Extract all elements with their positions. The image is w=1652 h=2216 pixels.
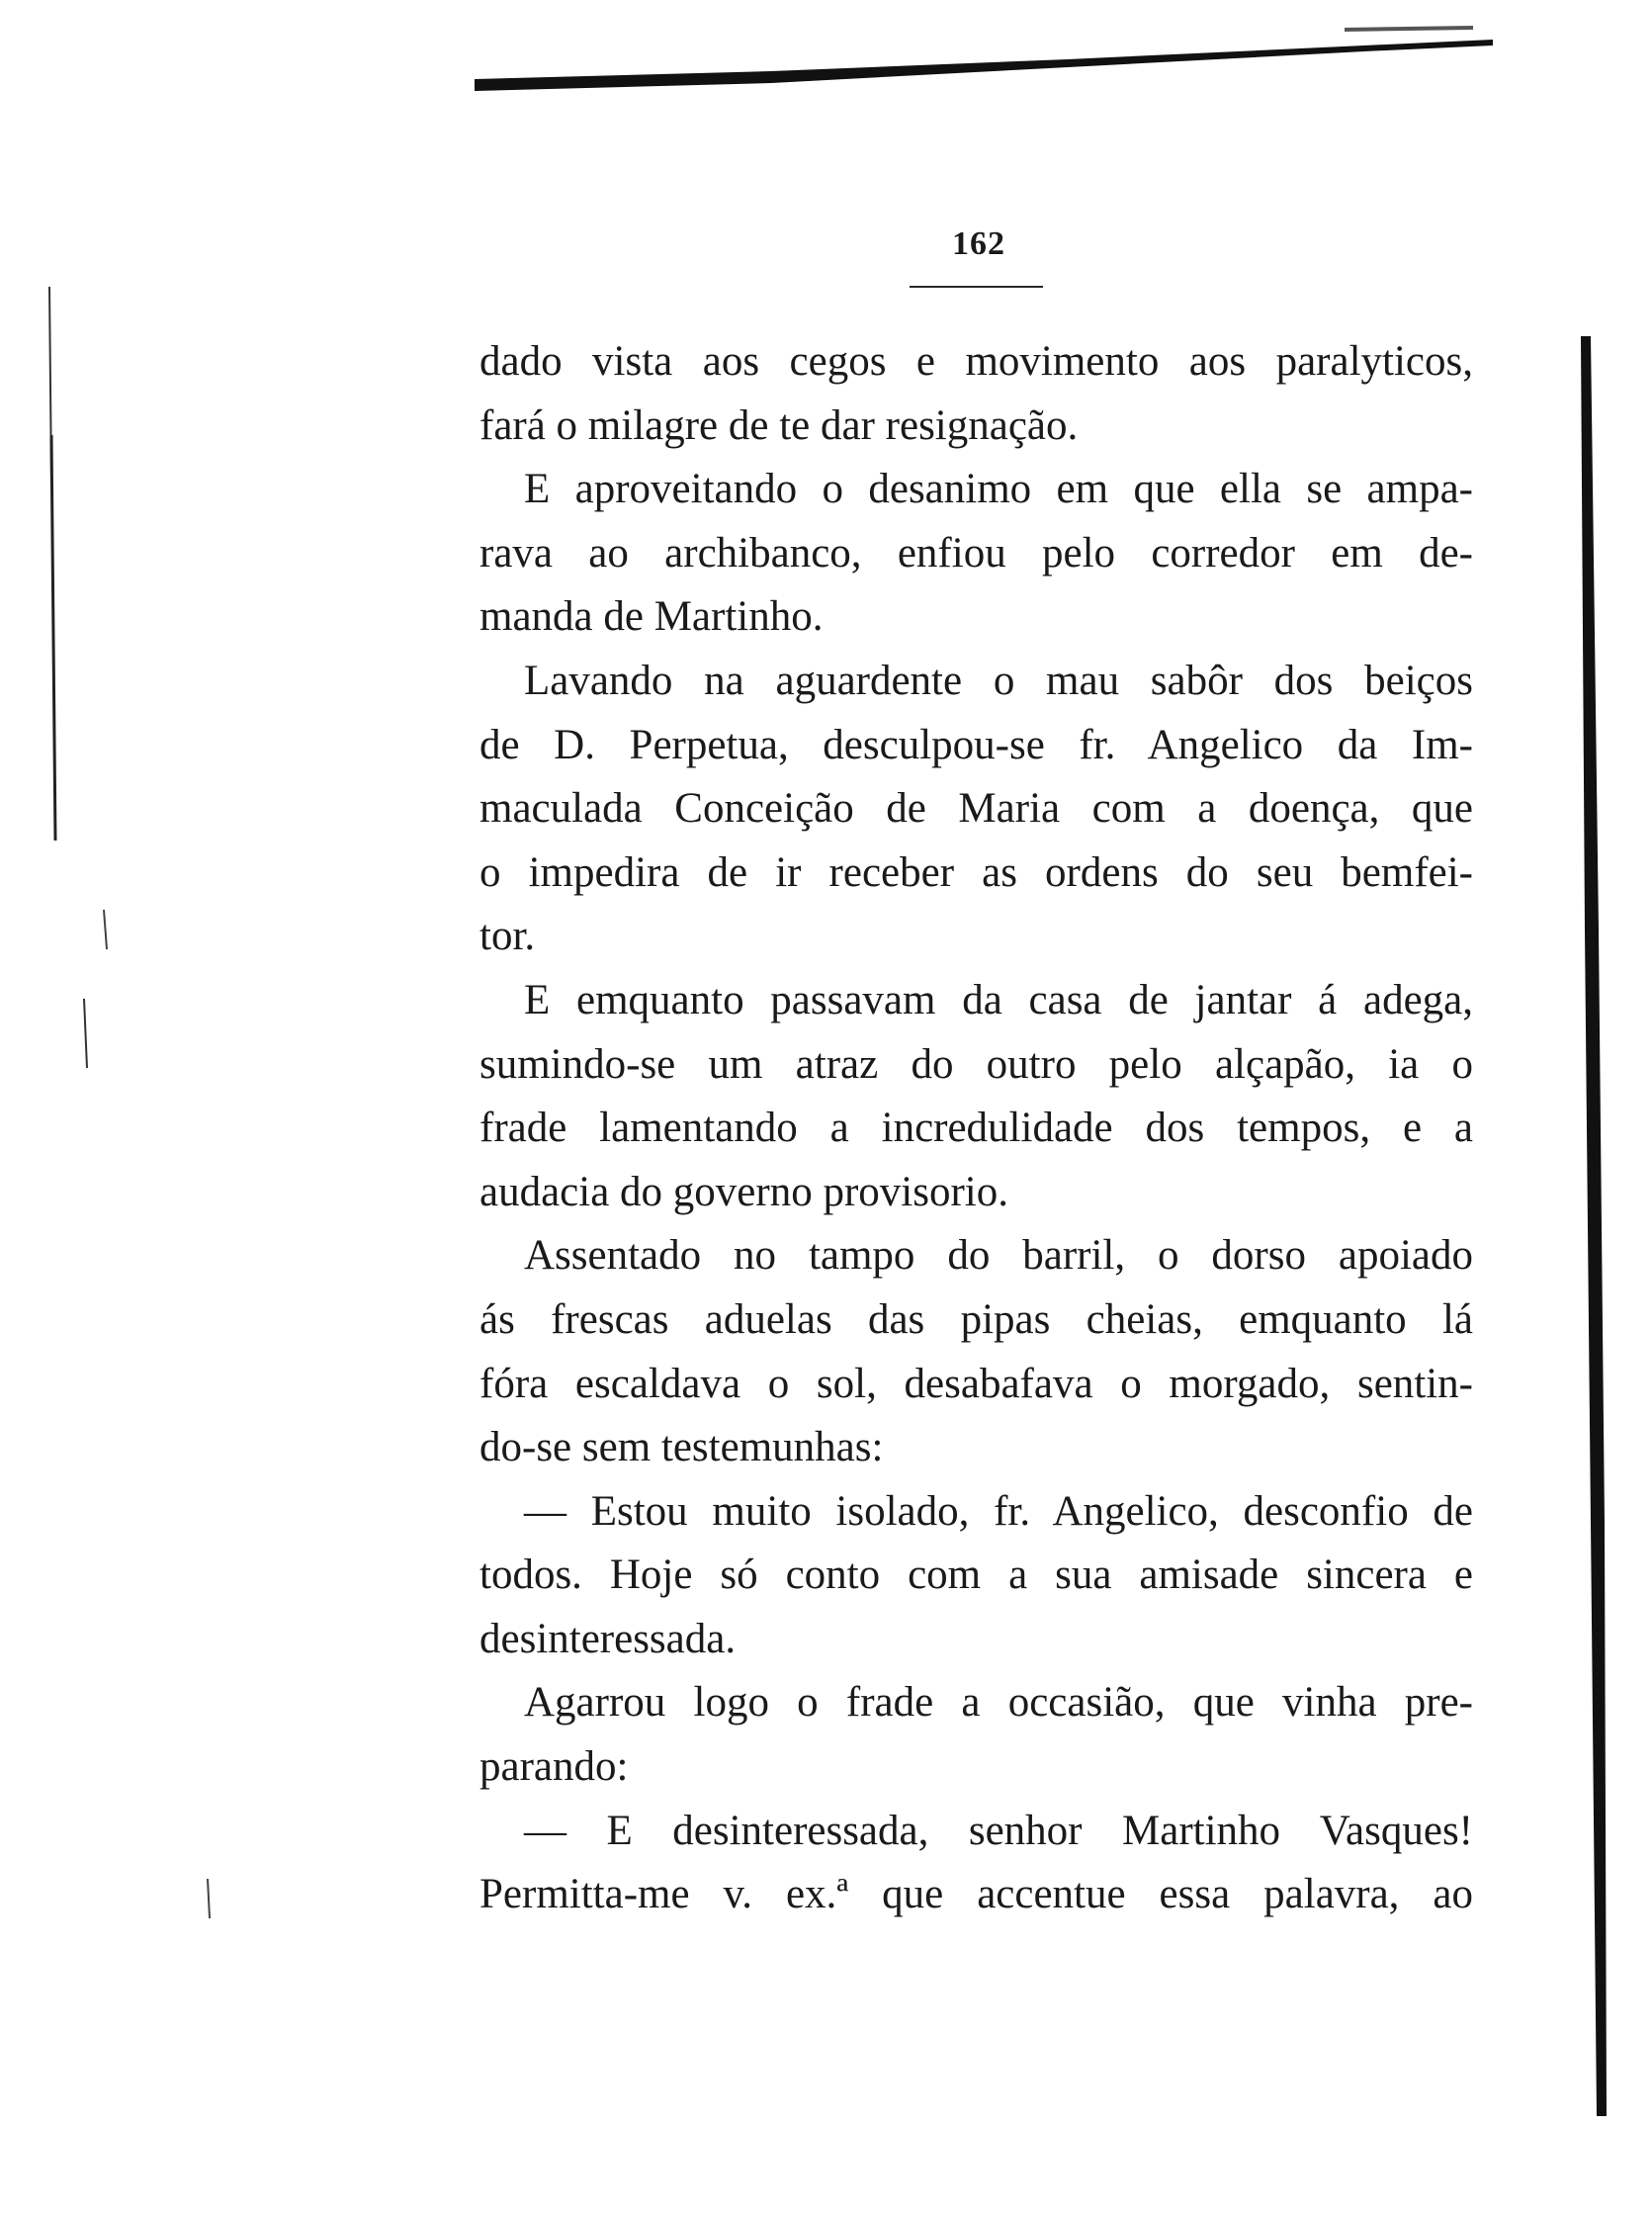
text-line: frade lamentando a incredulidade dos tempos, e a xyxy=(479,1105,1473,1152)
text-line: fóra escaldava o sol, desabafava o morgado, sentin- xyxy=(479,1360,1473,1407)
text-line: Permitta-me v. ex.ª que accentue essa palavra, ao xyxy=(479,1871,1473,1918)
text-line: parando: xyxy=(479,1743,629,1791)
text-line: — E desinteressada, senhor Martinho Vasques! xyxy=(524,1807,1473,1854)
text-line: maculada Conceição de Maria com a doença, que xyxy=(479,785,1473,833)
page-number-rule xyxy=(910,286,1043,288)
text-line: do-se sem testemunhas: xyxy=(479,1424,884,1471)
scan-top-edge-mark xyxy=(475,22,1493,91)
text-line: audacia do governo provisorio. xyxy=(479,1168,1008,1215)
text-line: Lavando na aguardente o mau sabôr dos beiços xyxy=(524,657,1473,704)
text-line: desinteressada. xyxy=(479,1615,737,1662)
text-line: dado vista aos cegos e movimento aos paralyticos, xyxy=(479,338,1473,385)
text-line: Agarrou logo o frade a occasião, que vinha pre- xyxy=(524,1679,1473,1727)
text-line: E aproveitando o desanimo em que ella se ampa- xyxy=(524,466,1473,513)
text-line: E emquanto passavam da casa de jantar á adega, xyxy=(524,976,1473,1023)
text-line: manda de Martinho. xyxy=(479,593,824,641)
text-line: tor. xyxy=(479,913,536,960)
scan-right-edge-mark xyxy=(1577,336,1616,2116)
text-line: Assentado no tampo do barril, o dorso apoiado xyxy=(524,1232,1473,1280)
text-line: sumindo-se um atraz do outro pelo alçapão, ia o xyxy=(479,1040,1473,1088)
scan-left-margin-marks xyxy=(30,277,247,2215)
text-line: rava ao archibanco, enfiou pelo corredor em de- xyxy=(479,529,1473,576)
text-line: todos. Hoje só conto com a sua amisade sincera e xyxy=(479,1551,1473,1599)
text-line: — Estou muito isolado, fr. Angelico, desconfio de xyxy=(524,1487,1473,1535)
page-text-body xyxy=(479,330,1473,1927)
text-line: o impedira de ir receber as ordens do seu bemfei- xyxy=(479,848,1473,896)
text-line: ás frescas aduelas das pipas cheias, emquanto lá xyxy=(479,1295,1473,1343)
text-line: fará o milagre de te dar resignação. xyxy=(479,401,1079,449)
page-number: 162 xyxy=(952,225,1005,262)
text-line: de D. Perpetua, desculpou-se fr. Angelico da Im- xyxy=(479,721,1473,768)
